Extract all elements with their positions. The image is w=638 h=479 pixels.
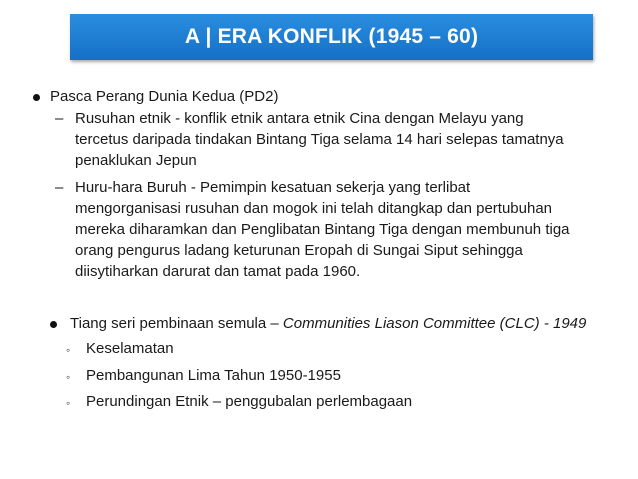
- dash-icon: –: [55, 179, 64, 196]
- dash-icon: –: [55, 110, 64, 127]
- section2-item3: Perundingan Etnik – penggubalan perlembagaan: [86, 393, 413, 410]
- section1-item2-line1: Huru-hara Buruh - Pemimpin kesatuan sekerja yang terlibat: [75, 179, 471, 196]
- section1-item2-line4: orang pengurus ladang keturunan Eropah di Sungai Siput sehingga: [75, 242, 523, 259]
- section1-item1-line1: Rusuhan etnik - konflik etnik antara etnik Cina dengan Melayu yang: [75, 110, 524, 127]
- bullet-icon: [50, 321, 57, 328]
- circle-bullet-icon: ◦: [66, 370, 71, 384]
- circle-bullet-icon: ◦: [66, 343, 71, 357]
- section1-item2-line3: mereka diharamkan dan Penglibatan Bintang Tiga dengan membunuh tiga: [75, 221, 570, 238]
- section1-item2-line5: diisytiharkan darurat dan tamat pada 1960.: [75, 263, 361, 280]
- section1-item2-line2: mengorganisasi rusuhan dan mogok ini telah ditangkap dan pertubuhan: [75, 200, 553, 217]
- section1-item1-line2: tercetus daripada tindakan Bintang Tiga selama 14 hari selepas tamatnya: [75, 131, 564, 148]
- section1-heading: Pasca Perang Dunia Kedua (PD2): [50, 88, 279, 105]
- bullet-icon: [33, 94, 40, 101]
- section2-heading: [70, 314, 586, 334]
- section2-item1: Keselamatan: [86, 340, 174, 357]
- section2-heading-prefix: Tiang seri pembinaan semula –: [70, 315, 283, 332]
- circle-bullet-icon: ◦: [66, 396, 71, 410]
- slide-title: A | ERA KONFLIK (1945 – 60): [184, 25, 479, 48]
- section1-item1-line3: penaklukan Jepun: [75, 152, 197, 169]
- section2-heading-italic: Communities Liason Committee (CLC) - 1949: [282, 315, 587, 332]
- section2-item2: Pembangunan Lima Tahun 1950-1955: [86, 367, 341, 384]
